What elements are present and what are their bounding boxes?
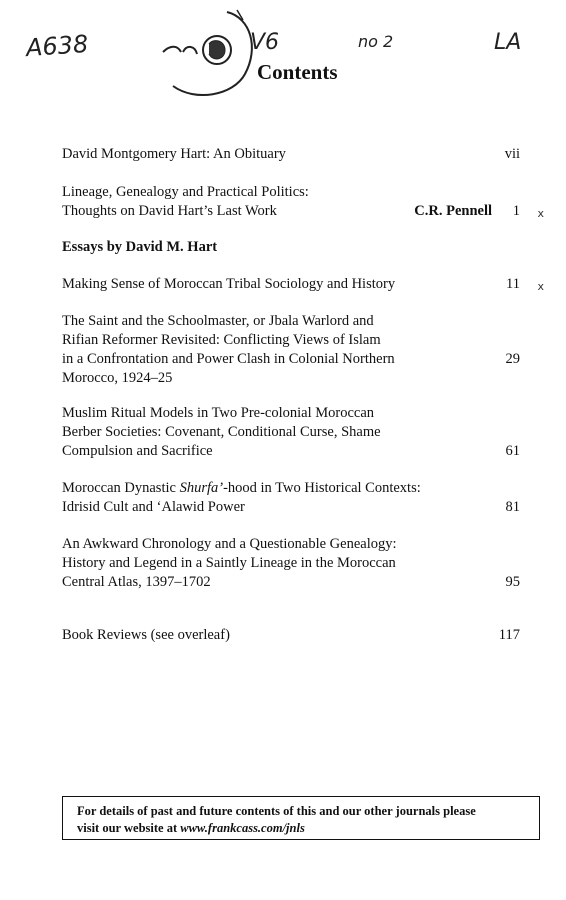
toc-entry-title: History and Legend in a Saintly Lineage in the Moroccan: [62, 555, 396, 571]
toc-page-number: 29: [505, 351, 520, 367]
toc-entry-book-reviews: [62, 626, 544, 645]
handwritten-note-catalog: A638: [25, 29, 90, 63]
handwritten-tick-mark: x: [537, 280, 544, 293]
website-notice-text: For details of past and future contents of this and our other journals please: [77, 804, 476, 818]
toc-entry-moroccan-sociology: [62, 275, 544, 294]
library-stamp-icon: [155, 8, 265, 103]
page-title: Contents: [257, 60, 338, 84]
toc-entry-title: Thoughts on David Hart’s Last Work: [62, 203, 277, 219]
toc-entry-title: Central Atlas, 1397–1702: [62, 574, 211, 590]
toc-entry-title: Idrisid Cult and ‘Alawid Power: [62, 499, 245, 515]
toc-entry-title: Rifian Reformer Revisited: Conflicting Views of Islam: [62, 332, 381, 348]
website-notice-text: visit our website at www.frankcass.com/jnls: [77, 821, 305, 835]
toc-page-number: vii: [504, 146, 520, 162]
handwritten-tick-mark: x: [537, 207, 544, 220]
website-notice-box: [62, 796, 540, 840]
toc-entry-title: Moroccan Dynastic Shurfa’-hood in Two Historical Contexts:: [62, 480, 421, 496]
toc-page-number: 11: [506, 276, 520, 292]
toc-entry-title: The Saint and the Schoolmaster, or Jbala Warlord and: [62, 313, 374, 329]
toc-author: C.R. Pennell: [414, 203, 492, 219]
toc-entry-lineage: [62, 183, 544, 221]
toc-entry-muslim-ritual: [62, 404, 544, 461]
toc-entry-title: in a Confrontation and Power Clash in Colonial Northern: [62, 351, 395, 367]
toc-entry-title: Making Sense of Moroccan Tribal Sociology and History: [62, 276, 396, 292]
toc-page-number: 95: [505, 574, 520, 590]
toc-page-number: 1: [512, 203, 520, 219]
handwritten-note-number: no 2: [358, 32, 394, 51]
toc-entry-title: Compulsion and Sacrifice: [62, 443, 213, 459]
handwritten-note-volume: V6: [250, 30, 280, 55]
toc-entry-title: Morocco, 1924–25: [62, 370, 173, 386]
toc-entry-saint-schoolmaster: [62, 312, 544, 388]
toc-page-number: 117: [498, 627, 520, 643]
toc-entry-title: An Awkward Chronology and a Questionable Genealogy:: [62, 536, 397, 552]
toc-entry-obituary: [62, 145, 544, 164]
toc-entry-title: Book Reviews (see overleaf): [62, 627, 230, 643]
toc-page-number: 81: [505, 499, 520, 515]
toc-entry-awkward-chronology: [62, 535, 544, 592]
toc-entry-title: Berber Societies: Covenant, Conditional Curse, Shame: [62, 424, 381, 440]
toc-page-number: 61: [505, 443, 520, 459]
section-heading-text: Essays by David M. Hart: [62, 239, 218, 255]
toc-entry-title: Muslim Ritual Models in Two Pre-colonial Moroccan: [62, 405, 375, 421]
toc-entry-title: David Montgomery Hart: An Obituary: [62, 146, 286, 162]
toc-entry-title: Lineage, Genealogy and Practical Politics:: [62, 184, 309, 200]
handwritten-note-initials: LA: [494, 30, 522, 55]
section-heading: [62, 238, 544, 257]
toc-entry-shurfa-hood: [62, 479, 544, 517]
